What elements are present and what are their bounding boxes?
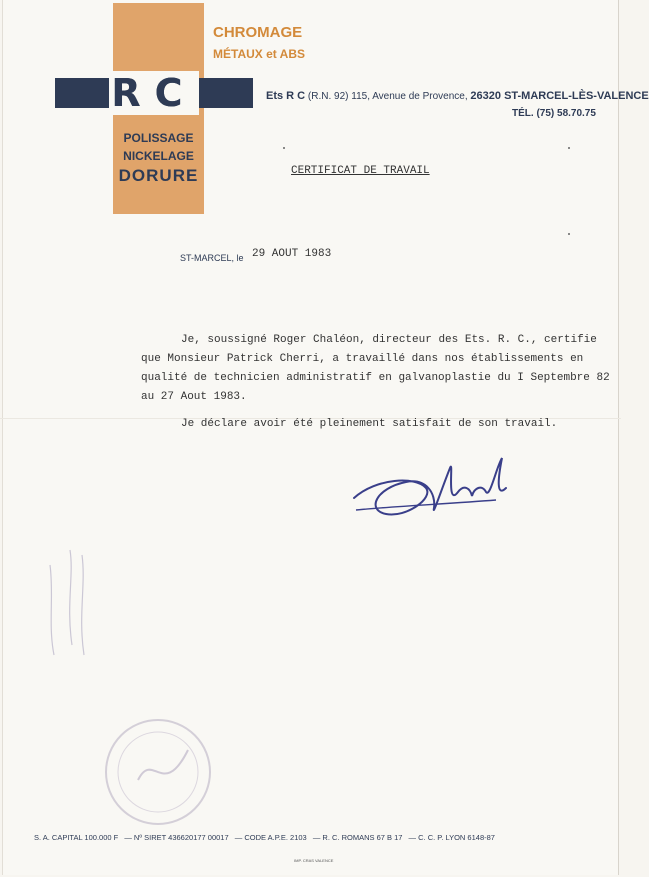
- footer-ape: — CODE A.P.E. 2103: [234, 833, 307, 842]
- document-title: CERTIFICAT DE TRAVAIL: [291, 165, 430, 177]
- faint-handwriting: [30, 545, 90, 665]
- mark-dot: [568, 233, 570, 235]
- footer-siret: — Nº SIRET 436620177 00017: [124, 833, 229, 842]
- date-label: ST-MARCEL, le: [180, 253, 244, 263]
- address-street: (R.N. 92) 115, Avenue de Provence,: [307, 91, 468, 102]
- body-line-3: qualité de technicien administratif en galvanoplastie du I Septembre 82: [141, 372, 610, 384]
- date-value: 29 AOUT 1983: [252, 248, 332, 260]
- body-line-4: au 27 Aout 1983.: [141, 391, 247, 403]
- footer-ccp: — C. C. P. LYON 6148-87: [408, 833, 495, 842]
- footer-legal: [34, 833, 594, 842]
- footer-rc: — R. C. ROMANS 67 B 17: [312, 833, 403, 842]
- header-chromage: CHROMAGE: [213, 24, 303, 41]
- signature: [346, 448, 518, 528]
- faded-stamp: [98, 710, 218, 830]
- company-phone: TÉL. (75) 58.70.75: [512, 108, 596, 119]
- mark-dot: [568, 147, 570, 149]
- footer-capital: S. A. CAPITAL 100.000 F: [34, 833, 119, 842]
- company-logo: RC: [111, 71, 197, 115]
- body-line-1: Je, soussigné Roger Chaléon, directeur des Ets. R. C., certifie: [181, 334, 597, 346]
- body-line-2: que Monsieur Patrick Cherri, a travaillé dans nos établissements en: [141, 353, 584, 365]
- paper-sheet: [2, 0, 619, 875]
- company-name: Ets R C: [266, 90, 306, 102]
- header-metaux: MÉTAUX et ABS: [213, 47, 306, 61]
- band-polissage: POLISSAGE: [123, 131, 194, 145]
- body-line-5: Je déclare avoir été pleinement satisfait de son travail.: [181, 418, 558, 430]
- printer-mark: IMP. CRAS VALENCE: [294, 858, 334, 863]
- band-nickelage: NICKELAGE: [123, 149, 194, 163]
- mark-dot: [283, 147, 285, 149]
- company-address: [266, 90, 649, 102]
- address-city: 26320 ST-MARCEL-LÈS-VALENCE: [470, 90, 649, 102]
- band-dorure: DORURE: [118, 166, 199, 185]
